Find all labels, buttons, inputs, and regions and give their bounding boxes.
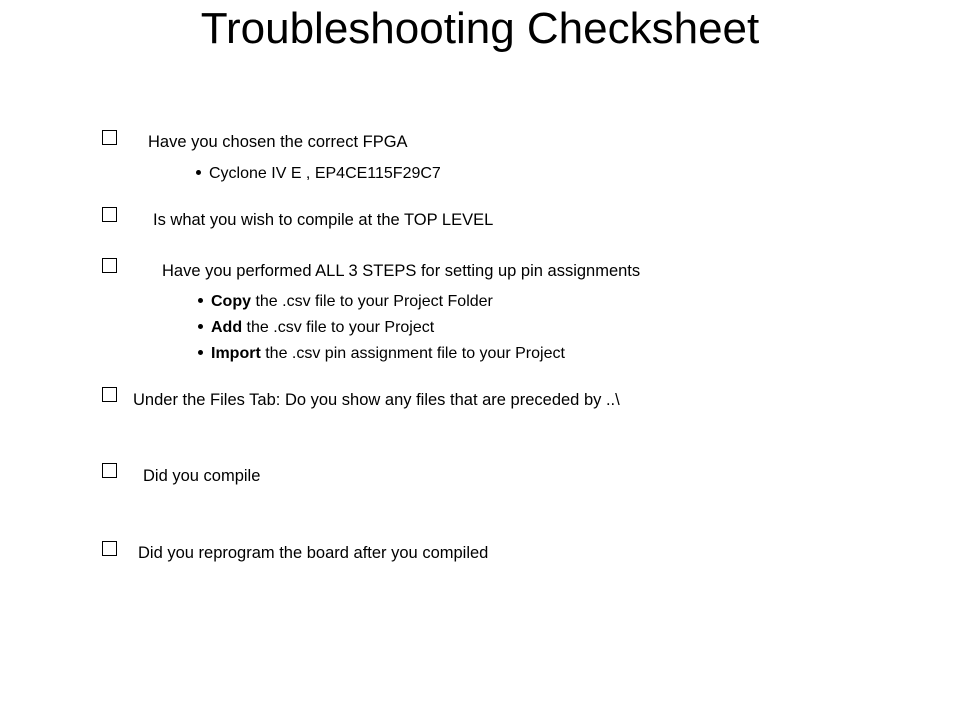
pin-step-import <box>198 344 565 364</box>
fpga-detail <box>196 164 441 184</box>
page-title: Troubleshooting Checksheet <box>200 4 760 53</box>
item-top-level: Is what you wish to compile at the TOP LEVEL <box>153 211 494 229</box>
fpga-detail-text: Cyclone IV E , EP4CE115F29C7 <box>209 165 441 182</box>
checkbox-chosen-fpga[interactable] <box>102 130 117 145</box>
pin-step-add-verb: Add <box>211 319 243 336</box>
item-pin-assignments: Have you performed ALL 3 STEPS for setting up pin assignments <box>162 262 641 280</box>
checkbox-reprogram[interactable] <box>102 541 117 556</box>
bullet-icon <box>196 170 201 175</box>
item-compile: Did you compile <box>143 467 261 485</box>
bullet-icon <box>198 298 203 303</box>
item-chosen-fpga: Have you chosen the correct FPGA <box>148 133 408 151</box>
pin-step-add <box>198 318 434 338</box>
checkbox-pin-assignments[interactable] <box>102 258 117 273</box>
pin-step-copy <box>198 292 493 312</box>
item-reprogram: Did you reprogram the board after you compiled <box>138 544 489 562</box>
pin-step-import-verb: Import <box>211 345 261 362</box>
bullet-icon <box>198 324 203 329</box>
item-files-tab: Under the Files Tab: Do you show any files that are preceded by ..\ <box>133 391 620 409</box>
bullet-icon <box>198 350 203 355</box>
checkbox-compile[interactable] <box>102 463 117 478</box>
pin-step-add-text: the .csv file to your Project <box>242 319 435 336</box>
checkbox-files-tab[interactable] <box>102 387 117 402</box>
pin-step-copy-text: the .csv file to your Project Folder <box>251 293 493 310</box>
pin-step-import-text: the .csv pin assignment file to your Project <box>260 345 565 362</box>
pin-step-copy-verb: Copy <box>211 293 251 310</box>
checkbox-top-level[interactable] <box>102 207 117 222</box>
